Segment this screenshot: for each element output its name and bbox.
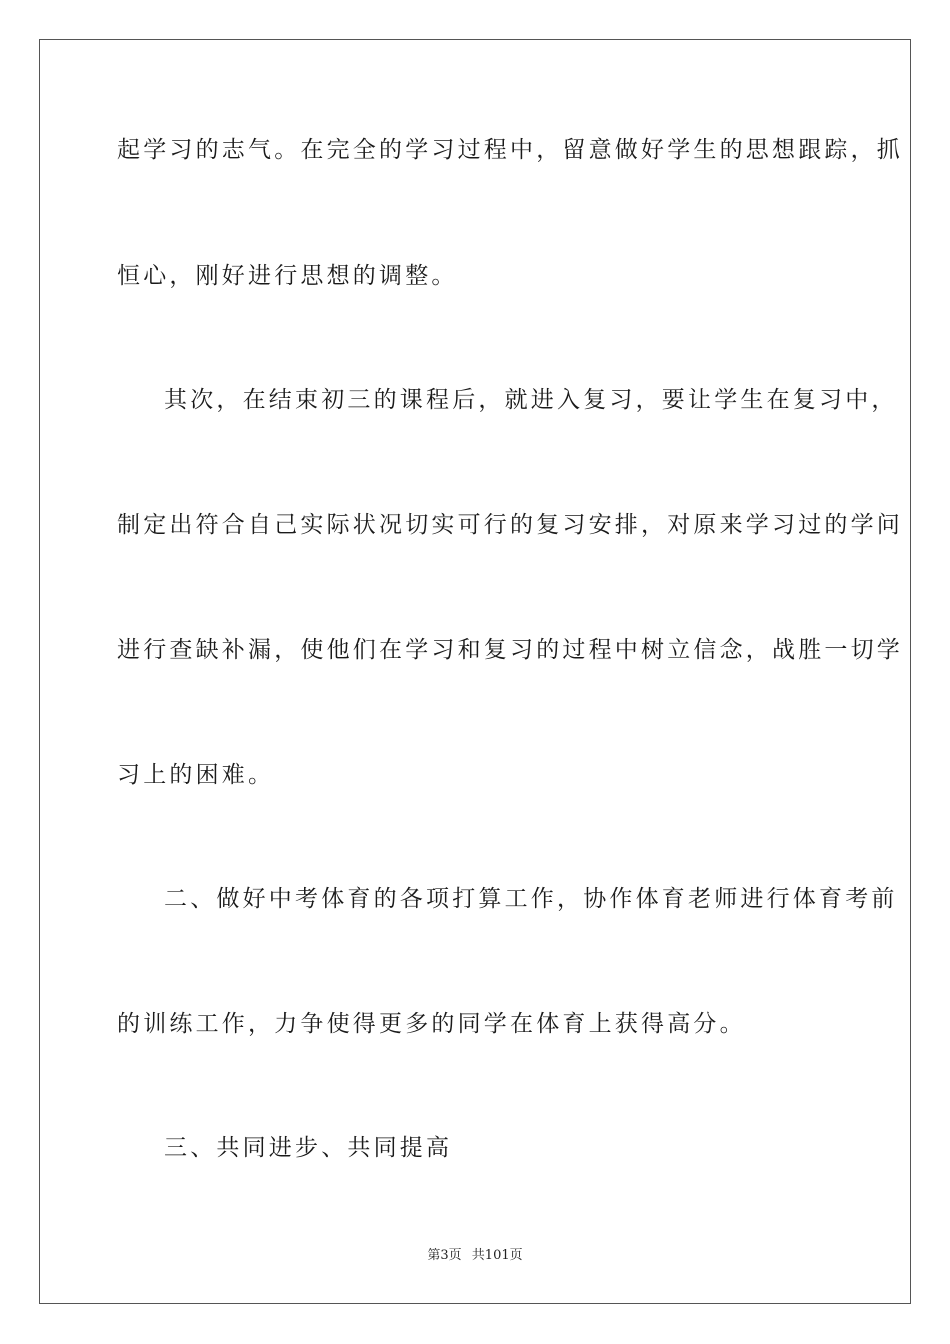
total-pages: 共101页 (471, 1248, 523, 1263)
section-heading-two: 二、做好中考体育的各项打算工作，协作体育老师进行体育考前 (164, 886, 898, 912)
section-heading-three: 三、共同进步、共同提高 (164, 1135, 453, 1161)
page-footer (0, 1247, 950, 1265)
body-line-4: 制定出符合自己实际状况切实可行的复习安排，对原来学习过的学问 (117, 512, 903, 538)
body-line-5: 进行查缺补漏，使他们在学习和复习的过程中树立信念，战胜一切学 (117, 637, 903, 663)
paragraph-start-line: 其次，在结束初三的课程后，就进入复习，要让学生在复习中， (164, 387, 898, 413)
body-line-6: 习上的困难。 (117, 762, 275, 788)
body-line-1: 起学习的志气。在完全的学习过程中，留意做好学生的思想跟踪，抓 (117, 137, 903, 163)
body-line-8: 的训练工作，力争使得更多的同学在体育上获得高分。 (117, 1011, 746, 1037)
page-number: 第3页 (427, 1248, 462, 1263)
body-line-2: 恒心，刚好进行思想的调整。 (117, 263, 458, 289)
page-frame (39, 39, 911, 1304)
